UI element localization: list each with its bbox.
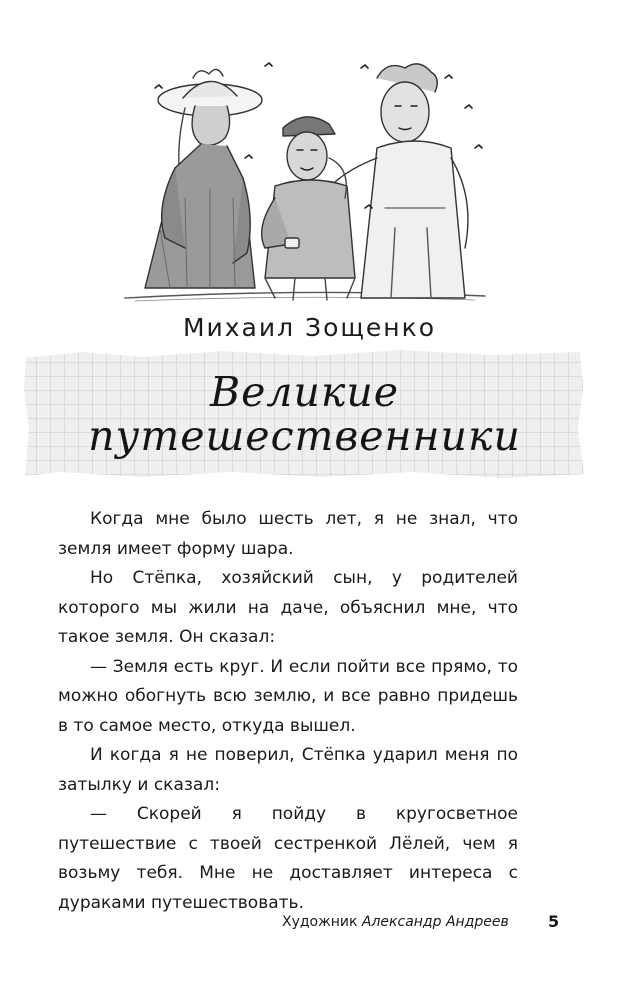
title-line-1: Великие (209, 368, 400, 416)
paragraph: И когда я не поверил, Стёпка ударил меня по затылку и сказал: (58, 745, 518, 795)
paragraph: — Скорей я пойду в кругосветное путешествие с твоей сестренкой Лёлей, чем я возьму тебя. Мне не доставляет интереса с дураками путешествовать. (58, 804, 518, 913)
page-number: 5 (548, 912, 560, 931)
illustrator-credit (282, 914, 509, 930)
title-line-2: путешественники (88, 412, 521, 460)
paragraph: Но Стёпка, хозяйский сын, у родителей которого мы жили на даче, объяснил мне, что такое земля. Он сказал: (58, 568, 518, 647)
illustration (115, 48, 495, 306)
paragraph: — Земля есть круг. И если пойти все прямо, то можно обогнуть всю землю, и все равно придешь в то самое место, откуда вышел. (58, 656, 518, 736)
credit-label: Художник (282, 914, 358, 930)
three-children-sketch-icon (115, 48, 495, 306)
credit-name: Александр Андреев (361, 914, 509, 930)
paragraph: Когда мне было шесть лет, я не знал, что земля имеет форму шара. (58, 509, 518, 559)
book-title (22, 348, 587, 480)
author-name: Михаил Зощенко (182, 313, 437, 342)
title-banner (22, 348, 587, 480)
story-text (58, 505, 518, 918)
